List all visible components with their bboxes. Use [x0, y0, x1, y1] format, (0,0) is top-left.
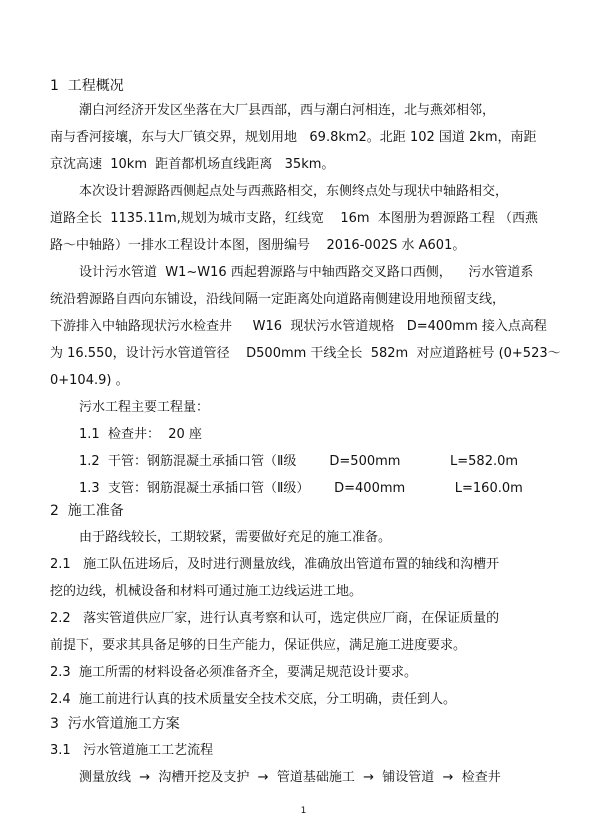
section-2-line-1: 2.1 施工队伍进场后，及时进行测量放线，准确放出管道布置的轴线和沟槽开: [50, 557, 500, 572]
paragraph-3-line-1: 设计污水管道 W1~W16 西起碧源路与中轴西路交叉路口西侧， 污水管道系: [79, 265, 534, 280]
paragraph-1-line-2: 南与香河接壤，东与大厂镇交界，规划用地 69.8km2。北距 102 国道 2km，南距: [50, 130, 537, 145]
works-item-1: 1.1 检查井： 20 座: [79, 427, 202, 442]
section-2-heading: 2 施工准备: [50, 503, 124, 519]
paragraph-1-line-3: 京沈高速 10km 距首都机场直线距离 35km。: [50, 157, 335, 172]
section-3-subheading: 3.1 污水管道施工工艺流程: [50, 743, 214, 758]
section-2-line-4: 前提下，要求其具备足够的日生产能力，保证供应，满足施工进度要求。: [50, 638, 467, 653]
paragraph-3-line-3: 下游排入中轴路现状污水检查井 W16 现状污水管道规格 D=400mm 接入点高程: [50, 319, 547, 334]
section-2-line-6: 2.4 施工前进行认真的技术质量安全技术交底，分工明确，责任到人。: [50, 692, 456, 707]
section-3-heading: 3 污水管道施工方案: [50, 716, 180, 732]
section-2-line-2: 挖的边线，机械设备和材料可通过施工边线运进工地。: [50, 584, 363, 599]
page-number: 1: [300, 806, 307, 816]
paragraph-3-line-5: 0+104.9) 。: [50, 373, 129, 388]
section-2-line-5: 2.3 施工所需的材料设备必须准备齐全，要满足规范设计要求。: [50, 665, 417, 680]
paragraph-1-line-1: 潮白河经济开发区坐落在大厂县西部，西与潮白河相连，北与燕郊相邻，: [79, 103, 496, 118]
paragraph-3-line-2: 统沿碧源路自西向东铺设，沿线间隔一定距离处向道路南侧建设用地预留支线，: [50, 292, 506, 307]
section-2-line-3: 2.2 落实管道供应厂家，进行认真考察和认可，选定供应厂商，在保证质量的: [50, 611, 500, 626]
section-2-intro: 由于路线较长，工期较紧，需要做好充足的施工准备。: [79, 530, 392, 545]
works-item-2: 1.2 干管：钢筋混凝土承插口管（Ⅱ级 D=500mm L=582.0m: [79, 454, 519, 469]
paragraph-3-line-4: 为 16.550，设计污水管道管径 D500mm 干线全长 582m 对应道路桩号 (0+523～: [50, 346, 561, 361]
paragraph-2-line-2: 道路全长 1135.11m,规划为城市支路，红线宽 16m 本图册为碧源路工程 （西燕: [50, 211, 538, 226]
paragraph-2-line-1: 本次设计碧源路西侧起点处与西燕路相交，东侧终点处与现状中轴路相交，: [79, 184, 509, 199]
process-flow: 测量放线 → 沟槽开挖及支护 → 管道基础施工 → 铺设管道 → 检查井: [79, 770, 501, 785]
works-item-3: 1.3 支管：钢筋混凝土承插口管（Ⅱ级） D=400mm L=160.0m: [79, 481, 523, 496]
works-title: 污水工程主要工程量：: [79, 400, 210, 415]
section-1-heading: 1 工程概况: [50, 78, 124, 94]
paragraph-2-line-3: 路～中轴路）一排水工程设计本图，图册编号 2016-002S 水 A601。: [50, 238, 466, 253]
